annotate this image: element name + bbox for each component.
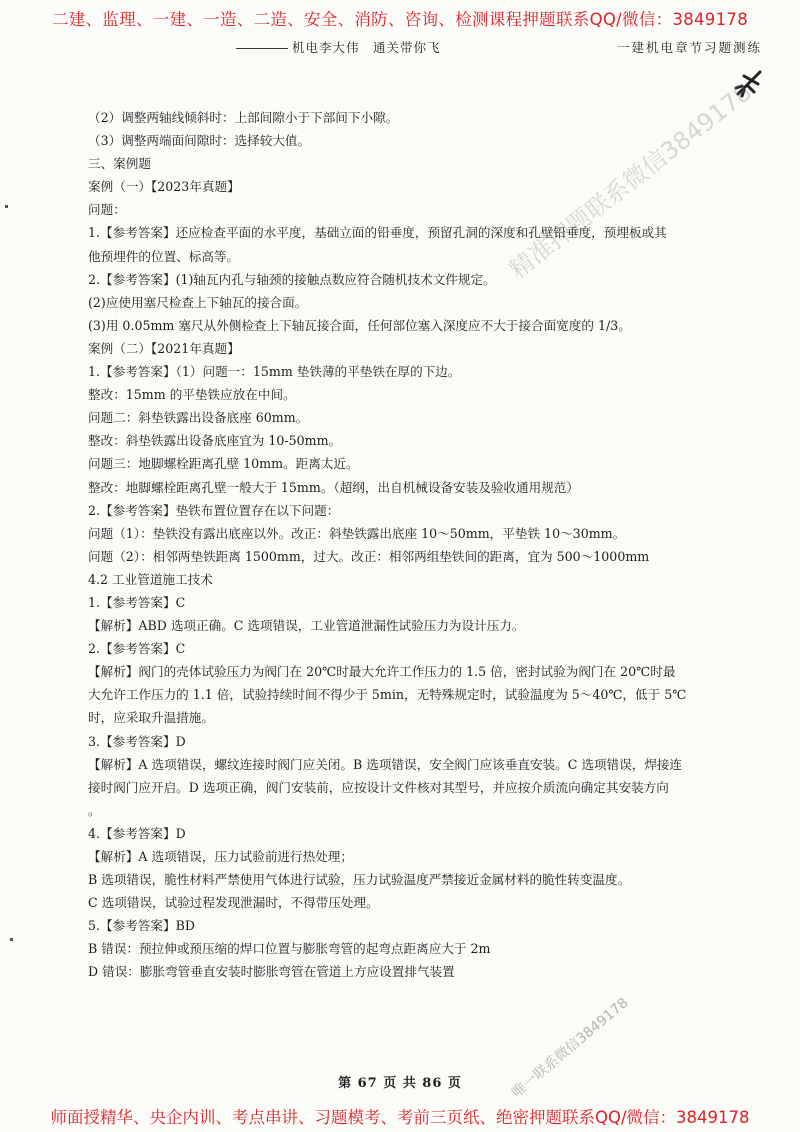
content-line: 【解析】阀门的壳体试验压力为阀门在 20℃时最大允许工作压力的 1.5 倍，密封试验为阀门在 20℃时最 xyxy=(88,664,676,680)
header-left-text: 机电李大伟 通关带你飞 xyxy=(292,40,441,55)
content-line: 1.【参考答案】（1）问题一：15mm 垫铁薄的平垫铁在厚的下边。 xyxy=(88,364,461,380)
header-rule xyxy=(236,48,288,49)
content-line: 【解析】ABD 选项正确。C 选项错误，工业管道泄漏性试验压力为设计压力。 xyxy=(88,618,525,634)
header-left xyxy=(236,38,441,56)
page-number: 第 67 页 共 86 页 xyxy=(338,1076,462,1091)
content-line: 3.【参考答案】D xyxy=(88,733,186,749)
content-line: 1.【参考答案】C xyxy=(88,594,186,610)
watermark-main: 精准押题联系微信3849178 xyxy=(504,78,757,285)
content-line: 4.【参考答案】D xyxy=(88,825,186,841)
plane-logo-icon xyxy=(732,66,766,98)
content-line: 2.【参考答案】C xyxy=(88,641,186,657)
content-line: C 选项错误，试验过程发现泄漏时，不得带压处理。 xyxy=(88,895,379,911)
section-heading: 三、案例题 xyxy=(88,156,151,172)
content-line: (3)用 0.05mm 塞尺从外侧检查上下轴瓦接合面，任何部位塞入深度应不大于接合面宽度的 1/3。 xyxy=(88,317,631,333)
content-line: 整改：15mm 的平垫铁应放在中间。 xyxy=(88,387,296,403)
watermark-small: 唯一联系微信3849178 xyxy=(509,994,632,1102)
content-line: （2）调整两轴线倾斜时：上部间隙小于下部间下小隙。 xyxy=(88,110,399,125)
scan-speck xyxy=(10,938,13,941)
bottom-contact-banner: 师面授精华、央企内训、考点串讲、习题模考、考前三页纸、绝密押题联系QQ/微信：3849178 xyxy=(50,1108,750,1127)
content-line: (2)应使用塞尺检查上下轴瓦的接合面。 xyxy=(88,294,308,310)
content-line: 问题三：地脚螺栓距离孔壁 10mm。距离太近。 xyxy=(88,456,359,472)
scan-speck xyxy=(5,205,8,208)
content-line: 整改：地脚螺栓距离孔壁一般大于 15mm。（超纲，出自机械设备安装及验收通用规范） xyxy=(88,479,579,495)
content-line: （3）调整两端面间隙时：选择较大值。 xyxy=(88,133,311,149)
content-line: 接时阀门应开启。D 选项正确，阀门安装前，应按设计文件核对其型号，并应按介质流向确定其安装方向 xyxy=(88,779,669,795)
content-line: D 错误：膨胀弯管垂直安装时膨胀弯管在管道上方应设置排气装置 xyxy=(88,964,455,980)
case-heading: 案例（一）【2023年真题】 xyxy=(88,179,240,195)
header-right: 一建机电章节习题测练 xyxy=(616,40,762,55)
content-line: 【解析】A 选项错误，压力试验前进行热处理； xyxy=(88,849,353,864)
content-line: 问题二：斜垫铁露出设备底座 60mm。 xyxy=(88,410,309,426)
content-line: 大允许工作压力的 1.1 倍，试验持续时间不得少于 5min，无特殊规定时，试验温度为 5～40℃，低于 5℃ xyxy=(88,687,687,703)
content-line: 2.【参考答案】(1)轴瓦内孔与轴颈的接触点数应符合随机技术文件规定。 xyxy=(88,271,496,287)
top-contact-banner: 二建、监理、一建、一造、二造、安全、消防、咨询、检测课程押题联系QQ/微信：3849178 xyxy=(51,10,749,29)
content-line: 2.【参考答案】垫铁布置位置存在以下问题： xyxy=(88,502,340,518)
content-line: 5.【参考答案】BD xyxy=(88,918,195,934)
content-line: 问题： xyxy=(88,202,126,218)
content-line: B 错误：预拉伸或预压缩的焊口位置与膨胀弯管的起弯点距离应大于 2m xyxy=(88,941,491,957)
content-line: 问题（2）：相邻两垫铁距离 1500mm，过大。改正：相邻两组垫铁间的距离，宜为 500～1000mm xyxy=(88,548,650,564)
case-heading: 案例（二）【2021年真题】 xyxy=(88,340,240,356)
content-line: 1.【参考答案】还应检查平面的水平度，基础立面的铅垂度，预留孔洞的深度和孔壁铅垂度，预埋板或其 xyxy=(88,225,667,241)
content-line: 他预埋件的位置、标高等。 xyxy=(88,248,240,264)
content-line: 整改：斜垫铁露出设备底座宜为 10-50mm。 xyxy=(88,433,342,449)
content-line: B 选项错误，脆性材料严禁使用气体进行试验，压力试验温度严禁接近金属材料的脆性转变温度。 xyxy=(88,872,631,888)
content-line: 问题（1）：垫铁没有露出底座以外。改正：斜垫铁露出底座 10～50mm，平垫铁 10～30mm。 xyxy=(88,525,626,541)
content-line: 时，应采取升温措施。 xyxy=(88,710,214,726)
section-heading: 4.2 工业管道施工技术 xyxy=(88,571,213,587)
content-line: 【解析】A 选项错误，螺纹连接时阀门应关闭。B 选项错误，安全阀门应该垂直安装。C 选项错误，焊接连 xyxy=(88,756,683,772)
content-line: 。 xyxy=(88,802,101,818)
answer-content xyxy=(88,106,768,984)
